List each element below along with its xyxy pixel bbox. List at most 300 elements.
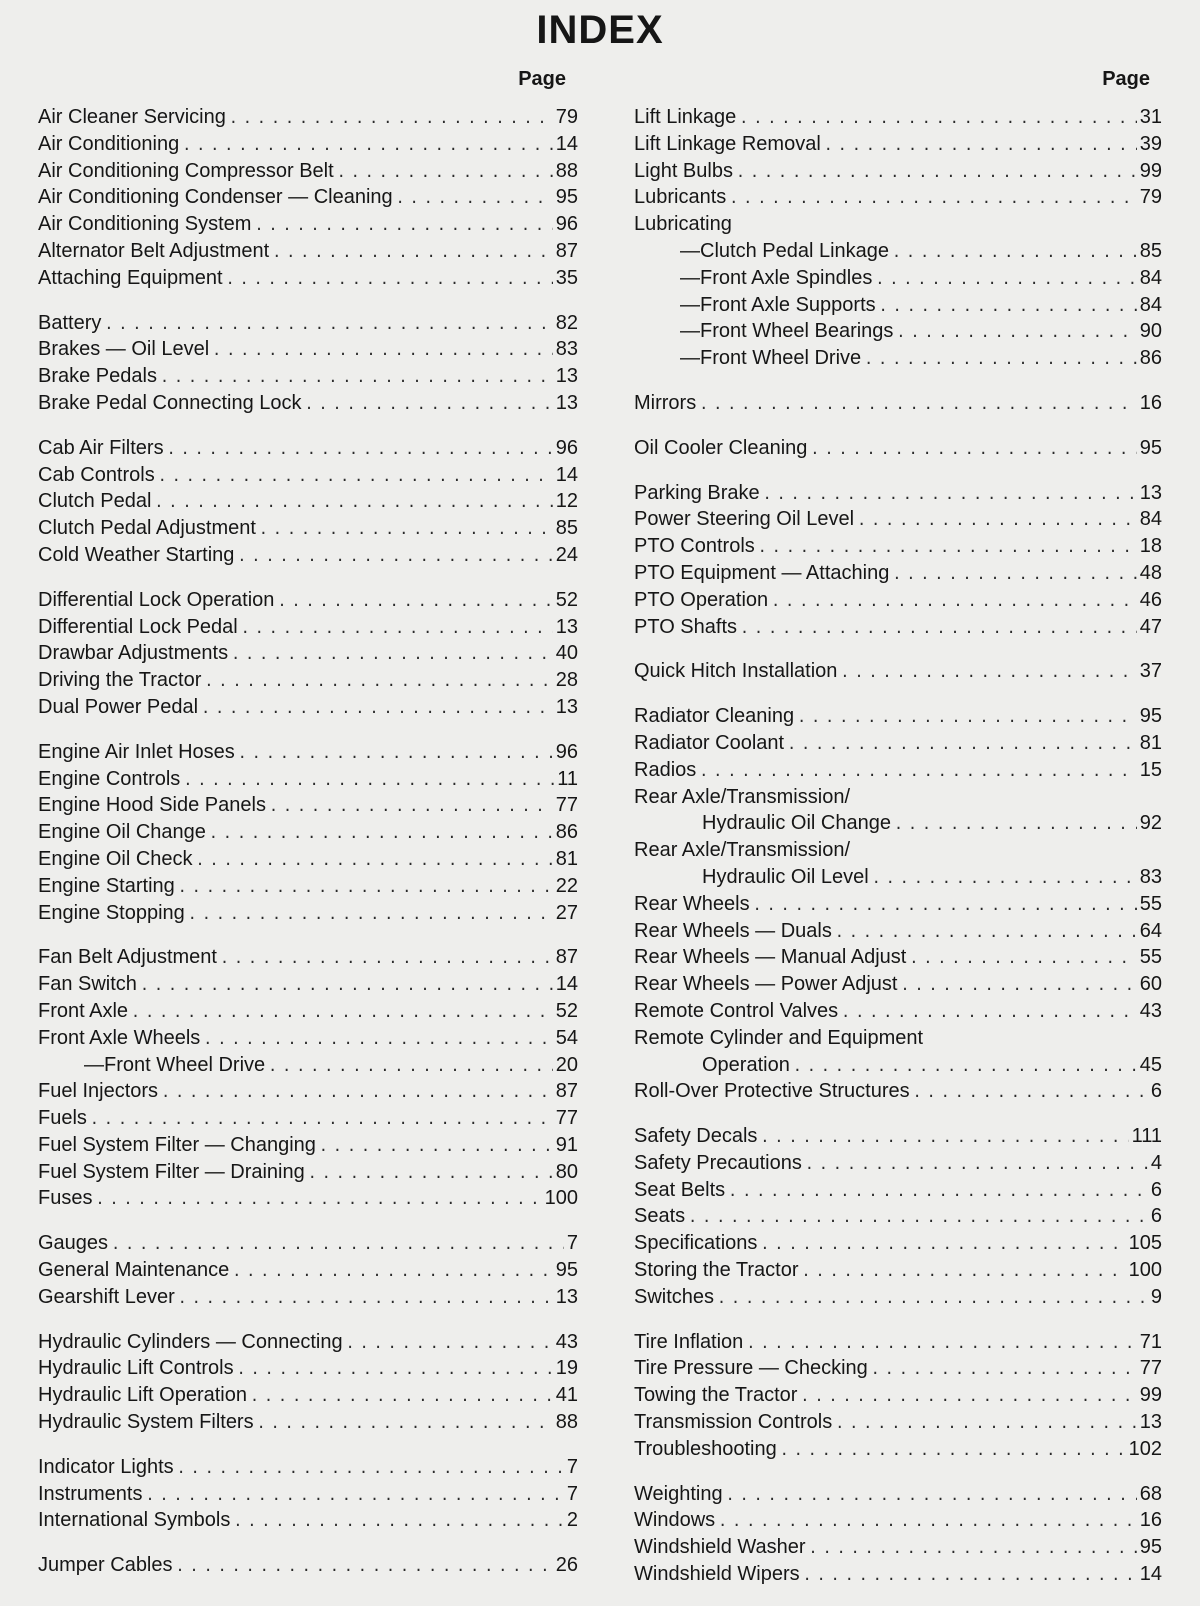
dot-leader [771,588,1137,615]
dot-leader [204,668,552,695]
entry-label: Gauges [38,1232,109,1255]
dot-leader [864,346,1137,373]
index-entry [634,1534,1162,1561]
entry-page-number: 60 [1139,973,1162,996]
index-entry [38,998,578,1025]
entry-label: —Front Wheel Drive [680,347,862,370]
entry-label: Air Conditioning Condenser — Cleaning [38,186,393,209]
index-entry [38,1481,578,1508]
entry-label: Engine Stopping [38,901,185,924]
entry-page-number: 102 [1128,1437,1162,1460]
dot-leader [104,311,552,338]
dot-leader [226,266,553,293]
entry-page-number: 81 [1139,731,1162,754]
entry-label: Front Axle [38,999,129,1022]
entry-page-number: 48 [1139,561,1162,584]
dot-leader [797,704,1137,731]
index-entry [634,435,1162,462]
dot-leader [802,1258,1126,1285]
dot-leader [209,820,553,847]
dot-leader [220,945,553,972]
entry-page-number: 40 [555,642,578,665]
entry-label: International Symbols [38,1509,231,1532]
entry-label: Switches [634,1285,715,1308]
entry-page-number: 14 [1139,1563,1162,1586]
dot-leader [739,105,1136,132]
index-group [38,104,578,292]
dot-leader [835,1410,1137,1437]
index-entry [634,390,1162,417]
left-column [38,64,578,1597]
entry-label: Differential Lock Operation [38,588,275,611]
index-group [38,1329,578,1436]
entry-label: Rear Axle/Transmission/ [634,839,850,862]
entry-page-number: 55 [1139,946,1162,969]
index-entry [38,1185,578,1212]
entry-label: Specifications [634,1232,758,1255]
index-group [634,1481,1162,1588]
entry-label: Towing the Tractor [634,1384,798,1407]
entry-label: Storing the Tractor [634,1259,799,1282]
entry-page-number: 28 [555,669,578,692]
entry-page-number: 7 [566,1482,578,1505]
right-page-header: Page [1102,68,1150,90]
entry-label: Air Cleaner Servicing [38,106,226,128]
index-entry [634,1284,1162,1311]
entry-page-number: 55 [1139,892,1162,915]
entry-page-number: 88 [555,159,578,182]
index-entry [38,792,578,819]
dot-leader [894,811,1137,838]
entry-page-number: 86 [1139,347,1162,370]
dot-leader [319,1133,553,1160]
index-entry [38,667,578,694]
entry-label: Hydraulic Cylinders — Connecting [38,1330,343,1353]
entry-label: Quick Hitch Installation [634,660,838,683]
entry-label: Air Conditioning Compressor Belt [38,159,334,182]
entry-page-number: 95 [1139,1536,1162,1559]
dot-leader [238,740,553,767]
entry-page-number: 64 [1139,919,1162,942]
dot-leader [167,436,553,463]
entry-label: Cold Weather Starting [38,543,235,566]
index-group [634,435,1162,462]
entry-label: Drawbar Adjustments [38,642,229,665]
dot-leader [875,266,1136,293]
index-group [634,703,1162,1105]
entry-label: Gearshift Lever [38,1285,175,1308]
entry-page-number: 20 [555,1053,578,1076]
dot-leader [272,239,553,266]
dot-leader [688,1204,1148,1231]
entry-page-number: 47 [1139,615,1162,638]
entry-label: —Front Wheel Bearings [680,320,894,343]
entry-page-number: 54 [555,1026,578,1049]
entry-label: Lift Linkage [634,106,737,128]
dot-leader [231,641,553,668]
index-entry [634,658,1162,685]
dot-leader [800,1383,1136,1410]
entry-page-number: 14 [555,463,578,486]
entry-page-number: 96 [555,213,578,236]
index-entry [38,587,578,614]
entry-label: Hydraulic Lift Controls [38,1357,234,1380]
dot-leader [161,1079,553,1106]
index-entry [38,515,578,542]
entry-page-number: 95 [555,1259,578,1282]
entry-label: Fuel System Filter — Changing [38,1133,316,1156]
entry-page-number: 100 [1128,1259,1162,1282]
entry-label: Clutch Pedal Adjustment [38,517,256,540]
entry-page-number: 83 [1139,865,1162,888]
index-entry [634,1329,1162,1356]
entry-label: Alternator Belt Adjustment [38,239,270,262]
entry-page-number: 68 [1139,1482,1162,1505]
dot-leader [892,561,1136,588]
entry-page-number: 86 [555,821,578,844]
dot-leader [154,489,552,516]
index-entry [634,837,1162,864]
entry-label: Weighting [634,1482,723,1505]
entry-label: Fuel Injectors [38,1080,159,1103]
entry-label: Remote Cylinder and Equipment [634,1026,924,1049]
dot-leader [900,972,1136,999]
index-group [38,435,578,569]
dot-leader [841,999,1137,1026]
index-group [38,310,578,417]
index-entry [634,587,1162,614]
entry-page-number: 27 [555,901,578,924]
entry-label: Rear Wheels — Manual Adjust [634,946,907,969]
dot-leader [188,901,553,928]
dot-leader [212,337,553,364]
index-entry [634,730,1162,757]
entry-page-number: 82 [555,311,578,334]
entry-label: Brakes — Oil Level [38,338,210,361]
dot-leader [913,1079,1148,1106]
index-entry [634,1052,1162,1079]
dot-leader [803,1562,1137,1589]
dot-leader [780,1437,1126,1464]
entry-page-number: 83 [555,338,578,361]
dot-leader [177,1455,564,1482]
entry-page-number: 39 [1139,132,1162,155]
dot-leader [178,874,553,901]
index-entry [634,506,1162,533]
dot-leader [232,1258,553,1285]
dot-leader [90,1106,553,1133]
index-entry [38,265,578,292]
entry-label: Engine Controls [38,767,181,790]
dot-leader [805,1151,1148,1178]
dot-leader [158,463,553,490]
entry-label: Hydraulic Oil Change [702,812,891,835]
index-entry [38,1284,578,1311]
index-entry [634,345,1162,372]
left-groups [38,104,578,1579]
index-entry [634,998,1162,1025]
entry-page-number: 11 [557,767,578,790]
entry-label: Engine Starting [38,874,175,897]
entry-label: Fan Switch [38,973,137,996]
index-entry [634,1203,1162,1230]
entry-label: Tire Pressure — Checking [634,1357,868,1380]
entry-page-number: 87 [555,1080,578,1103]
index-entry [634,1078,1162,1105]
index-entry [38,211,578,238]
dot-leader [269,793,553,820]
entry-page-number: 46 [1139,588,1162,611]
dot-leader [337,159,553,186]
dot-leader [736,159,1137,186]
entry-page-number: 2 [566,1509,578,1532]
index-entry [634,810,1162,837]
entry-label: Safety Decals [634,1125,758,1148]
dot-leader [237,543,552,570]
index-entry [38,310,578,337]
index-entry [634,1409,1162,1436]
entry-label: Radiator Coolant [634,731,785,754]
index-entry [38,739,578,766]
entry-label: Engine Air Inlet Hoses [38,740,235,763]
dot-leader [809,1535,1137,1562]
entry-label: Remote Control Valves [634,999,839,1022]
entry-page-number: 6 [1150,1205,1162,1228]
entry-page-number: 4 [1150,1151,1162,1174]
index-entry [38,363,578,390]
index-entry [38,1132,578,1159]
entry-label: Parking Brake [634,481,760,504]
entry-page-number: 90 [1139,320,1162,343]
entry-label: Air Conditioning System [38,213,252,236]
index-entry [38,390,578,417]
entry-label: General Maintenance [38,1259,230,1282]
dot-leader [257,1410,553,1437]
index-entry [634,131,1162,158]
entry-label: Windshield Wipers [634,1563,800,1586]
entry-page-number: 43 [1139,999,1162,1022]
index-entry [38,614,578,641]
dot-leader [160,364,553,391]
entry-label: Fuel System Filter — Draining [38,1160,305,1183]
entry-label: Indicator Lights [38,1455,174,1478]
entry-page-number: 19 [555,1357,578,1380]
dot-leader [840,659,1136,686]
dot-leader [699,758,1136,785]
entry-label: Hydraulic Lift Operation [38,1384,247,1407]
dot-leader [95,1186,541,1213]
entry-label: Dual Power Pedal [38,695,199,718]
entry-label: Power Steering Oil Level [634,508,855,531]
dot-leader [699,391,1137,418]
dot-leader [718,1508,1137,1535]
index-entry [38,1409,578,1436]
dot-leader [182,132,553,159]
index-entry [634,1150,1162,1177]
entry-page-number: 87 [555,946,578,969]
entry-page-number: 13 [1139,481,1162,504]
index-entry [38,1257,578,1284]
entry-page-number: 16 [1139,1509,1162,1532]
entry-label: —Clutch Pedal Linkage [680,239,890,262]
index-group [38,587,578,721]
index-entry [634,891,1162,918]
entry-page-number: 7 [566,1455,578,1478]
dot-leader [241,615,553,642]
dot-leader [233,1508,564,1535]
entry-label: —Front Axle Supports [680,293,876,316]
index-entry [38,1159,578,1186]
dot-leader [793,1053,1137,1080]
dot-leader [896,319,1136,346]
dot-leader [305,391,553,418]
index-entry [38,766,578,793]
entry-label: Lubricants [634,186,727,209]
entry-label: Rear Wheels — Power Adjust [634,973,898,996]
index-entry [38,1355,578,1382]
entry-label: Seat Belts [634,1178,726,1201]
entry-label: Safety Precautions [634,1151,802,1174]
entry-page-number: 85 [1139,239,1162,262]
dot-leader [259,516,553,543]
entry-label: Transmission Controls [634,1411,833,1434]
entry-label: Hydraulic Oil Level [702,865,869,888]
entry-label: Tire Inflation [634,1330,744,1353]
entry-label: Windows [634,1509,716,1532]
index-group [634,390,1162,417]
entry-label: Engine Oil Check [38,847,193,870]
index-group [634,480,1162,641]
index-entry [634,864,1162,891]
left-page-header: Page [518,68,566,90]
entry-page-number: 88 [555,1411,578,1434]
entry-page-number: 43 [555,1330,578,1353]
entry-label: Light Bulbs [634,159,733,182]
page-title: INDEX [536,8,664,52]
entry-page-number: 95 [555,186,578,209]
index-entry [634,614,1162,641]
dot-leader [909,945,1136,972]
index-entry [634,158,1162,185]
index-entry [38,900,578,927]
dot-leader [396,185,553,212]
index-entry [38,1078,578,1105]
dot-leader [346,1330,553,1357]
index-group [38,1230,578,1310]
dot-leader [835,919,1137,946]
entry-page-number: 96 [555,740,578,763]
entry-page-number: 77 [555,1107,578,1130]
index-entry [38,819,578,846]
entry-page-number: 13 [555,615,578,638]
entry-label: —Front Axle Spindles [680,266,873,289]
entry-page-number: 37 [1139,660,1162,683]
entry-page-number: 31 [1139,106,1162,128]
index-entry [38,873,578,900]
index-entry [38,1025,578,1052]
entry-label: Cab Controls [38,463,155,486]
index-entry [634,211,1162,238]
dot-leader [183,767,554,794]
entry-label: Front Axle Wheels [38,1026,201,1049]
index-entry [634,918,1162,945]
entry-label: Attaching Equipment [38,266,223,289]
entry-page-number: 24 [555,543,578,566]
entry-label: —Front Wheel Drive [84,1053,266,1076]
entry-label: Rear Wheels — Duals [634,919,832,942]
dot-leader [872,865,1137,892]
index-entry [634,1481,1162,1508]
dot-leader [824,132,1137,159]
entry-page-number: 22 [555,874,578,897]
index-group [634,104,1162,372]
entry-page-number: 16 [1139,391,1162,414]
index-entry [38,184,578,211]
index-entry [634,533,1162,560]
index-entry [634,104,1162,131]
entry-label: Mirrors [634,391,697,414]
index-entry [38,435,578,462]
index-entry [38,131,578,158]
entry-page-number: 92 [1139,812,1162,835]
index-entry [634,184,1162,211]
entry-page-number: 15 [1139,758,1162,781]
entry-label: Radiator Cleaning [634,705,795,728]
dot-leader [758,534,1137,561]
index-entry [38,1454,578,1481]
entry-page-number: 14 [555,973,578,996]
index-entry [38,1230,578,1257]
entry-page-number: 9 [1150,1285,1162,1308]
entry-label: Roll-Over Protective Structures [634,1080,910,1103]
dot-leader [229,105,553,132]
entry-label: Fuses [38,1187,93,1210]
index-entry [38,1382,578,1409]
index-group [634,658,1162,685]
index-entry [38,462,578,489]
index-entry [38,1052,578,1079]
entry-page-number: 13 [1139,1411,1162,1434]
entry-page-number: 85 [555,517,578,540]
entry-page-number: 45 [1139,1053,1162,1076]
index-entry [634,971,1162,998]
entry-label: Lubricating [634,213,732,236]
dot-leader [760,1124,1128,1151]
index-entry [38,488,578,515]
entry-page-number: 52 [555,588,578,611]
entry-label: Brake Pedal Connecting Lock [38,391,302,414]
entry-page-number: 6 [1150,1178,1162,1201]
dot-leader [237,1356,553,1383]
entry-page-number: 13 [555,1285,578,1308]
dot-leader [717,1285,1148,1312]
index-entry [634,703,1162,730]
dot-leader [857,507,1137,534]
index-group [38,739,578,927]
index-entry [634,560,1162,587]
entry-page-number: 13 [555,695,578,718]
index-entry [634,318,1162,345]
dot-leader [871,1356,1137,1383]
entry-page-number: 87 [555,239,578,262]
index-entry [634,238,1162,265]
index-entry [38,694,578,721]
entry-label: PTO Shafts [634,615,738,638]
entry-page-number: 79 [555,106,578,128]
index-entry [634,757,1162,784]
index-entry [634,1257,1162,1284]
index-entry [634,1025,1162,1052]
